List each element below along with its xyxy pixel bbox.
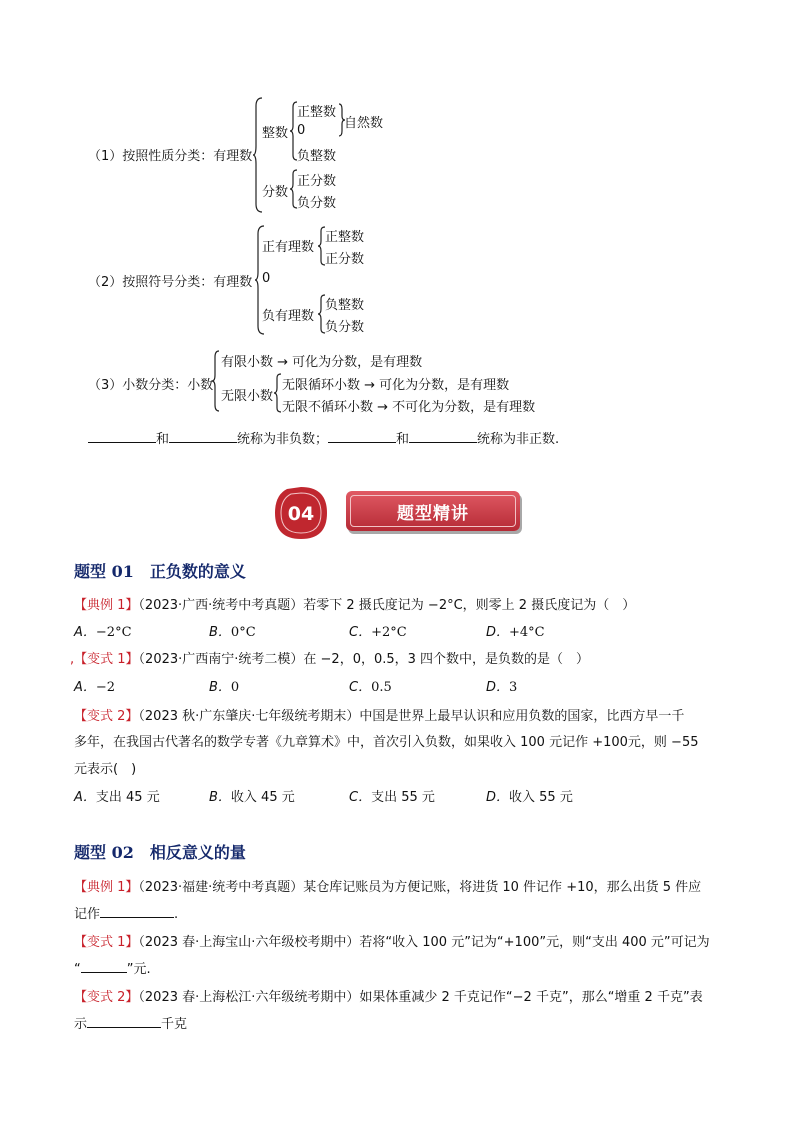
option-key: C． [349,625,372,640]
and-1: 和 [156,432,170,447]
q-text: “ [74,962,81,977]
q-text-end: 千克 [161,1017,188,1032]
option-value: +2°C [371,625,407,640]
option-value: 支出 45 元 [95,790,160,805]
answer-blank[interactable] [100,905,174,918]
option-key: D． [486,680,510,695]
option-d[interactable] [486,676,517,695]
sign-zero: 0 [262,271,271,286]
pos-int: 正整数 [297,105,337,120]
option-value: 支出 55 元 [371,790,435,805]
infinite-label: 无限小数 [221,389,274,404]
section2-q3-line1 [74,986,703,1005]
option-value: −2 [95,680,116,695]
option-key: A． [74,790,96,805]
option-key: D． [486,790,510,805]
option-value: 0°C [230,625,256,640]
q-text: （2023 春·上海松江·六年级统考期中）如果体重减少 2 千克记作“−2 千克”，那么“增重 2 千克”表 [138,990,703,1005]
q-tag: 【变式 2】 [74,990,139,1005]
brace-decimals [211,349,221,413]
answer-blank[interactable] [87,1015,161,1028]
option-value: 3 [509,680,518,695]
option-value: 收入 55 元 [509,790,573,805]
q-text: （2023·广西·统考中考真题）若零下 2 摄氏度记为 −2°C，则零上 2 摄氏度记为（ ） [138,598,636,613]
banner-title: 题型精讲 [397,504,469,524]
option-key: A． [74,625,96,640]
fill-blank-line [88,428,559,447]
zero: 0 [297,123,306,138]
repeating-desc: → 可化为分数，是有理数 [364,378,510,393]
q-tag: 【变式 2】 [74,709,139,724]
answer-blank[interactable] [81,960,127,973]
option-value: 收入 45 元 [230,790,295,805]
option-c[interactable] [349,786,435,805]
blank-1[interactable] [88,430,156,443]
positive-label: 正有理数 [262,240,315,255]
option-value: 0.5 [371,680,392,695]
section1-heading: 题型 01 正负数的意义 [74,562,246,581]
repeating-text: 无限循环小数 [282,378,361,393]
q-text: （2023 春·上海宝山·六年级校考期中）若将“收入 100 元”记为“+100”元，则“支出 400 元”可记为 [138,935,710,950]
q-text: （2023·福建·统考中考真题）某仓库记账员为方便记账，将进货 10 件记作 +10，那么出货 5 件应 [138,880,702,895]
decimals-label: （3）小数分类：小数 [88,378,214,393]
option-key: D． [486,625,510,640]
option-b[interactable] [209,786,295,805]
finite-text: 有限小数 [221,355,274,370]
q-tag: 【典例 1】 [74,598,139,613]
nonpos-text: 统称为非正数. [477,432,560,447]
finite-desc: → 可化为分数，是有理数 [277,355,423,370]
nonrepeating-label [282,396,535,415]
section2-q1-line2 [74,903,178,922]
nonrepeating-desc: → 不可化为分数，是有理数 [377,400,536,415]
and-2: 和 [396,432,410,447]
option-b[interactable] [209,621,256,640]
q-text: 记作 [74,907,101,922]
option-b[interactable] [209,676,239,695]
option-key: C． [349,790,372,805]
blank-4[interactable] [409,430,477,443]
q-tag: 【变式 1】 [74,652,139,667]
repeating-label [282,374,509,393]
section2-heading: 题型 02 相反意义的量 [74,843,246,862]
option-c[interactable] [349,676,392,695]
option-d[interactable] [486,786,573,805]
option-d[interactable] [486,621,545,640]
option-key: B． [209,625,231,640]
q-text-end: ”元. [126,962,151,977]
section1-q1 [74,594,635,613]
sign-neg-frac: 负分数 [325,320,365,335]
sign-label: （2）按照符号分类：有理数 [88,275,253,290]
section1-q3-line2: 多年，在我国古代著名的数学专著《九章算术》中，首次引入负数，如果收入 100 元记作 +100元，则 −55 [74,735,699,750]
option-key: B． [209,790,231,805]
q-text: （2023·广西南宁·统考二模）在 −2，0，0.5，3 四个数中，是负数的是（ ） [138,652,590,667]
section2-q2-line2 [74,958,151,977]
option-key: B． [209,680,231,695]
q-tag: 【典例 1】 [74,880,139,895]
fraction-label: 分数 [262,185,289,200]
option-value: −2°C [95,625,132,640]
option-key: C． [349,680,372,695]
property-label: （1）按照性质分类：有理数 [88,149,253,164]
section1-q2 [70,648,589,667]
section1-q3-line1 [74,705,684,724]
section2-q1-line1 [74,876,701,895]
q-prefix: , [70,652,75,667]
q-tag: 【变式 1】 [74,935,139,950]
natural: 自然数 [344,116,384,131]
option-a[interactable] [74,621,132,640]
negative-label: 负有理数 [262,309,315,324]
nonrepeating-text: 无限不循环小数 [282,400,374,415]
q-text: （2023 秋·广东肇庆·七年级统考期末）中国是世界上最早认识和应用负数的国家，比西方早一千 [138,709,685,724]
option-value: +4°C [509,625,545,640]
neg-int: 负整数 [297,149,337,164]
integer-label: 整数 [262,126,289,141]
option-value: 0 [230,680,240,695]
sign-neg-int: 负整数 [325,298,365,313]
sign-pos-int: 正整数 [325,230,365,245]
blank-2[interactable] [169,430,237,443]
banner-number: 04 [287,503,315,525]
option-c[interactable] [349,621,407,640]
q-text-end: . [174,907,179,922]
section1-q3-line3: 元表示( ) [74,762,137,777]
blank-3[interactable] [328,430,396,443]
nonneg-text: 统称为非负数； [237,432,329,447]
pos-frac: 正分数 [297,174,337,189]
option-a[interactable] [74,676,115,695]
option-key: A． [74,680,96,695]
q-text: 示 [74,1017,88,1032]
section2-q3-line2 [74,1013,187,1032]
sign-pos-frac: 正分数 [325,252,365,267]
banner-number-badge [273,485,329,541]
finite-label [221,351,422,370]
option-a[interactable] [74,786,160,805]
section2-q2-line1 [74,931,710,950]
neg-frac: 负分数 [297,196,337,211]
banner-box [346,491,520,531]
